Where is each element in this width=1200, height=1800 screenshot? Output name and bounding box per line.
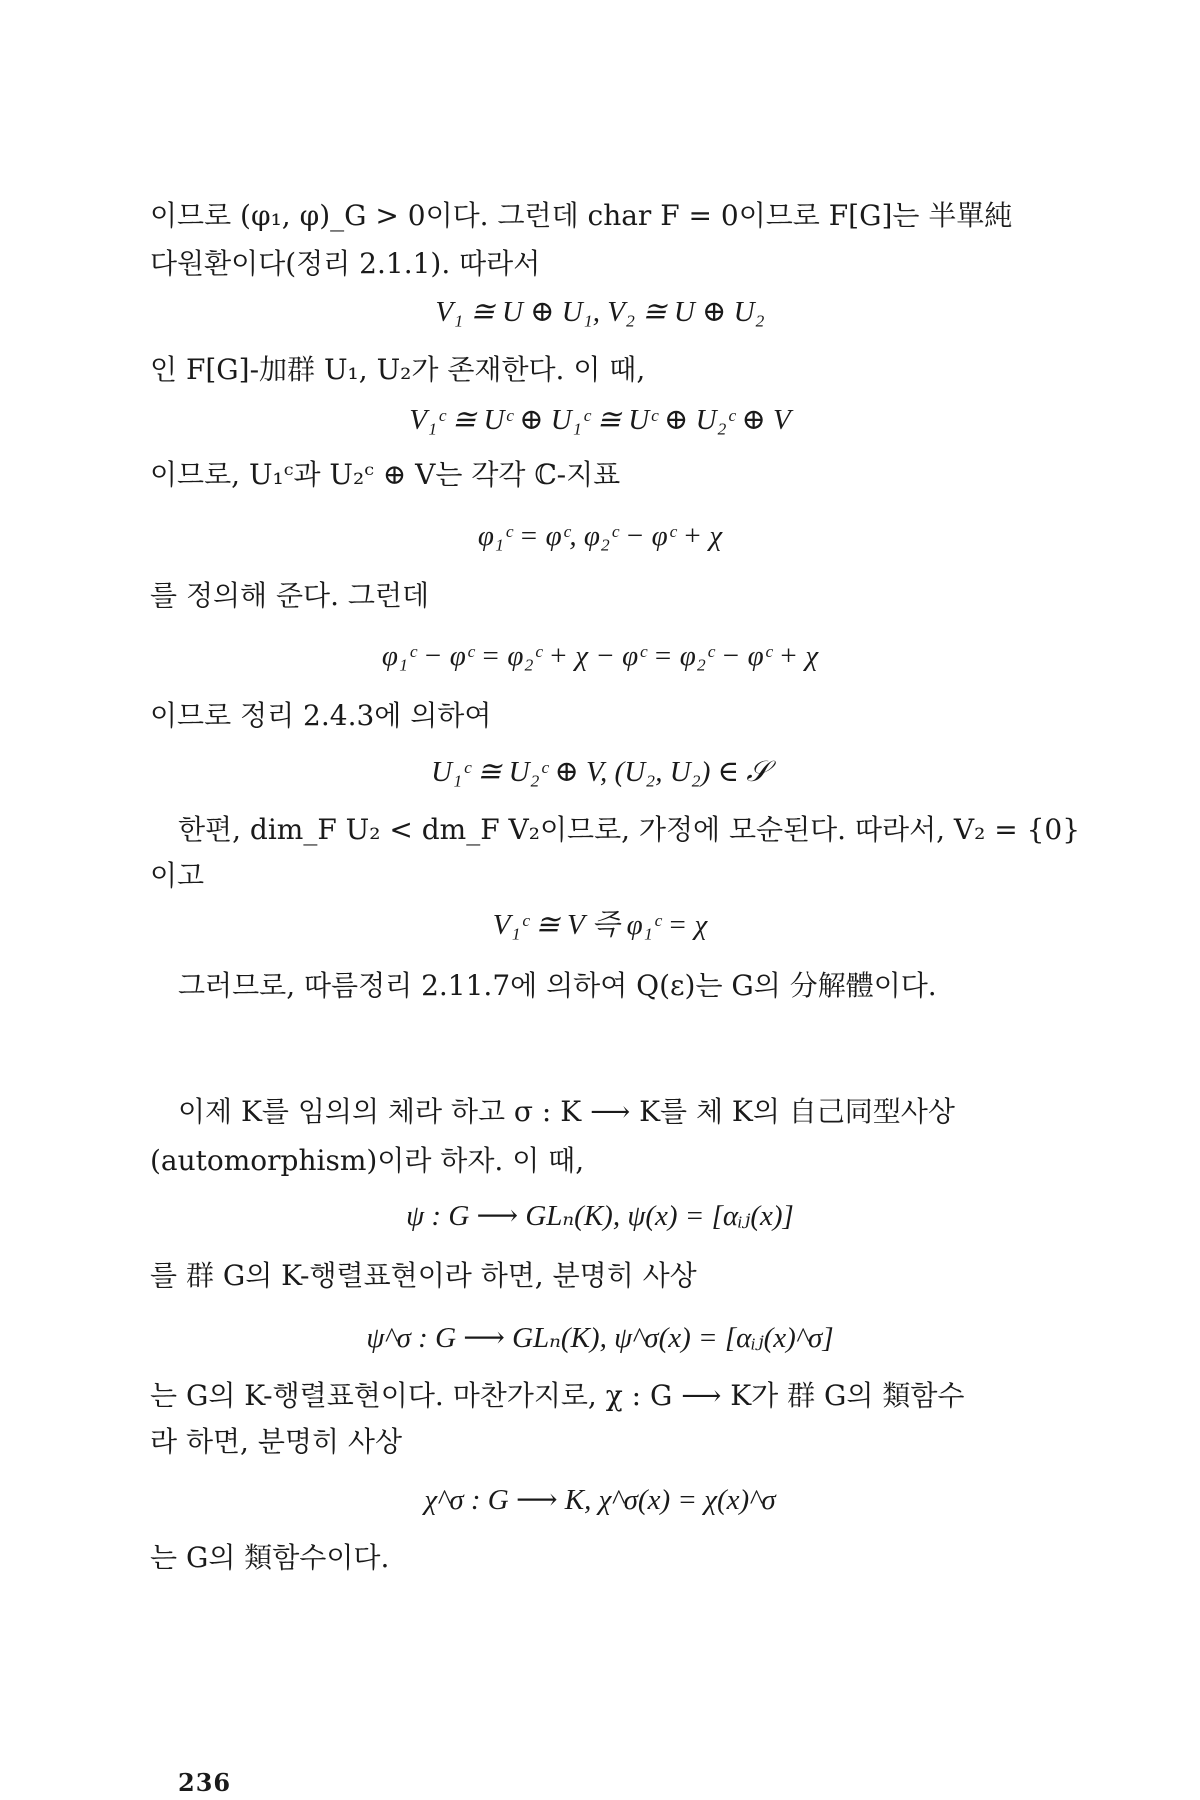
display-equation: χ^σ : G ⟶ K, χ^σ(x) = χ(x)^σ bbox=[424, 1484, 776, 1516]
display-equation: V₁ᶜ ≅ V 즉 φ₁ᶜ = χ bbox=[492, 909, 708, 941]
text-line: 를 정의해 준다. 그런데 bbox=[150, 579, 430, 612]
text-line: 를 群 G의 K-행렬표현이라 하면, 분명히 사상 bbox=[150, 1259, 697, 1292]
text-line: 라 하면, 분명히 사상 bbox=[150, 1425, 402, 1458]
text-line: 인 F[G]-加群 U₁, U₂가 존재한다. 이 때, bbox=[150, 353, 646, 386]
display-equation: U₁ᶜ ≅ U₂ᶜ ⊕ V, (U₂, U₂) ∈ 𝒮 bbox=[431, 756, 769, 788]
text-line: 이고 bbox=[150, 859, 205, 892]
page-number: 236 bbox=[178, 1768, 232, 1797]
display-equation: φ₁ᶜ = φᶜ, φ₂ᶜ − φᶜ + χ bbox=[477, 520, 723, 552]
text-line: 이므로, U₁ᶜ과 U₂ᶜ ⊕ V는 각각 ℂ-지표 bbox=[150, 458, 621, 491]
display-equation: ψ : G ⟶ GLₙ(K), ψ(x) = [αᵢⱼ(x)] bbox=[406, 1200, 794, 1232]
text-line: 이므로 정리 2.4.3에 의하여 bbox=[150, 699, 492, 732]
text-line: 이므로 (φ₁, φ)_G > 0이다. 그런데 char F = 0이므로 F[G]는 半單純 bbox=[150, 199, 1013, 232]
text-line: 는 G의 K-행렬표현이다. 마찬가지로, χ : G ⟶ K가 群 G의 類함수 bbox=[150, 1379, 965, 1412]
display-equation: V₁ᶜ ≅ Uᶜ ⊕ U₁ᶜ ≅ Uᶜ ⊕ U₂ᶜ ⊕ V bbox=[409, 404, 791, 436]
text-line: 그러므로, 따름정리 2.11.7에 의하여 Q(ε)는 G의 分解體이다. bbox=[178, 969, 937, 1002]
display-equation: φ₁ᶜ − φᶜ = φ₂ᶜ + χ − φᶜ = φ₂ᶜ − φᶜ + χ bbox=[381, 640, 819, 672]
text-line: 이제 K를 임의의 체라 하고 σ : K ⟶ K를 체 K의 自己同型사상 bbox=[178, 1095, 955, 1128]
text-line: 다원환이다(정리 2.1.1). 따라서 bbox=[150, 247, 541, 280]
display-equation: V₁ ≅ U ⊕ U₁, V₂ ≅ U ⊕ U₂ bbox=[435, 296, 765, 328]
text-line: 한편, dim_F U₂ < dm_F V₂이므로, 가정에 모순된다. 따라서, V₂ = {0} bbox=[178, 813, 1081, 846]
display-equation: ψ^σ : G ⟶ GLₙ(K), ψ^σ(x) = [αᵢⱼ(x)^σ] bbox=[366, 1322, 834, 1354]
text-line: 는 G의 類함수이다. bbox=[150, 1541, 390, 1574]
text-line: (automorphism)이라 하자. 이 때, bbox=[150, 1144, 585, 1177]
